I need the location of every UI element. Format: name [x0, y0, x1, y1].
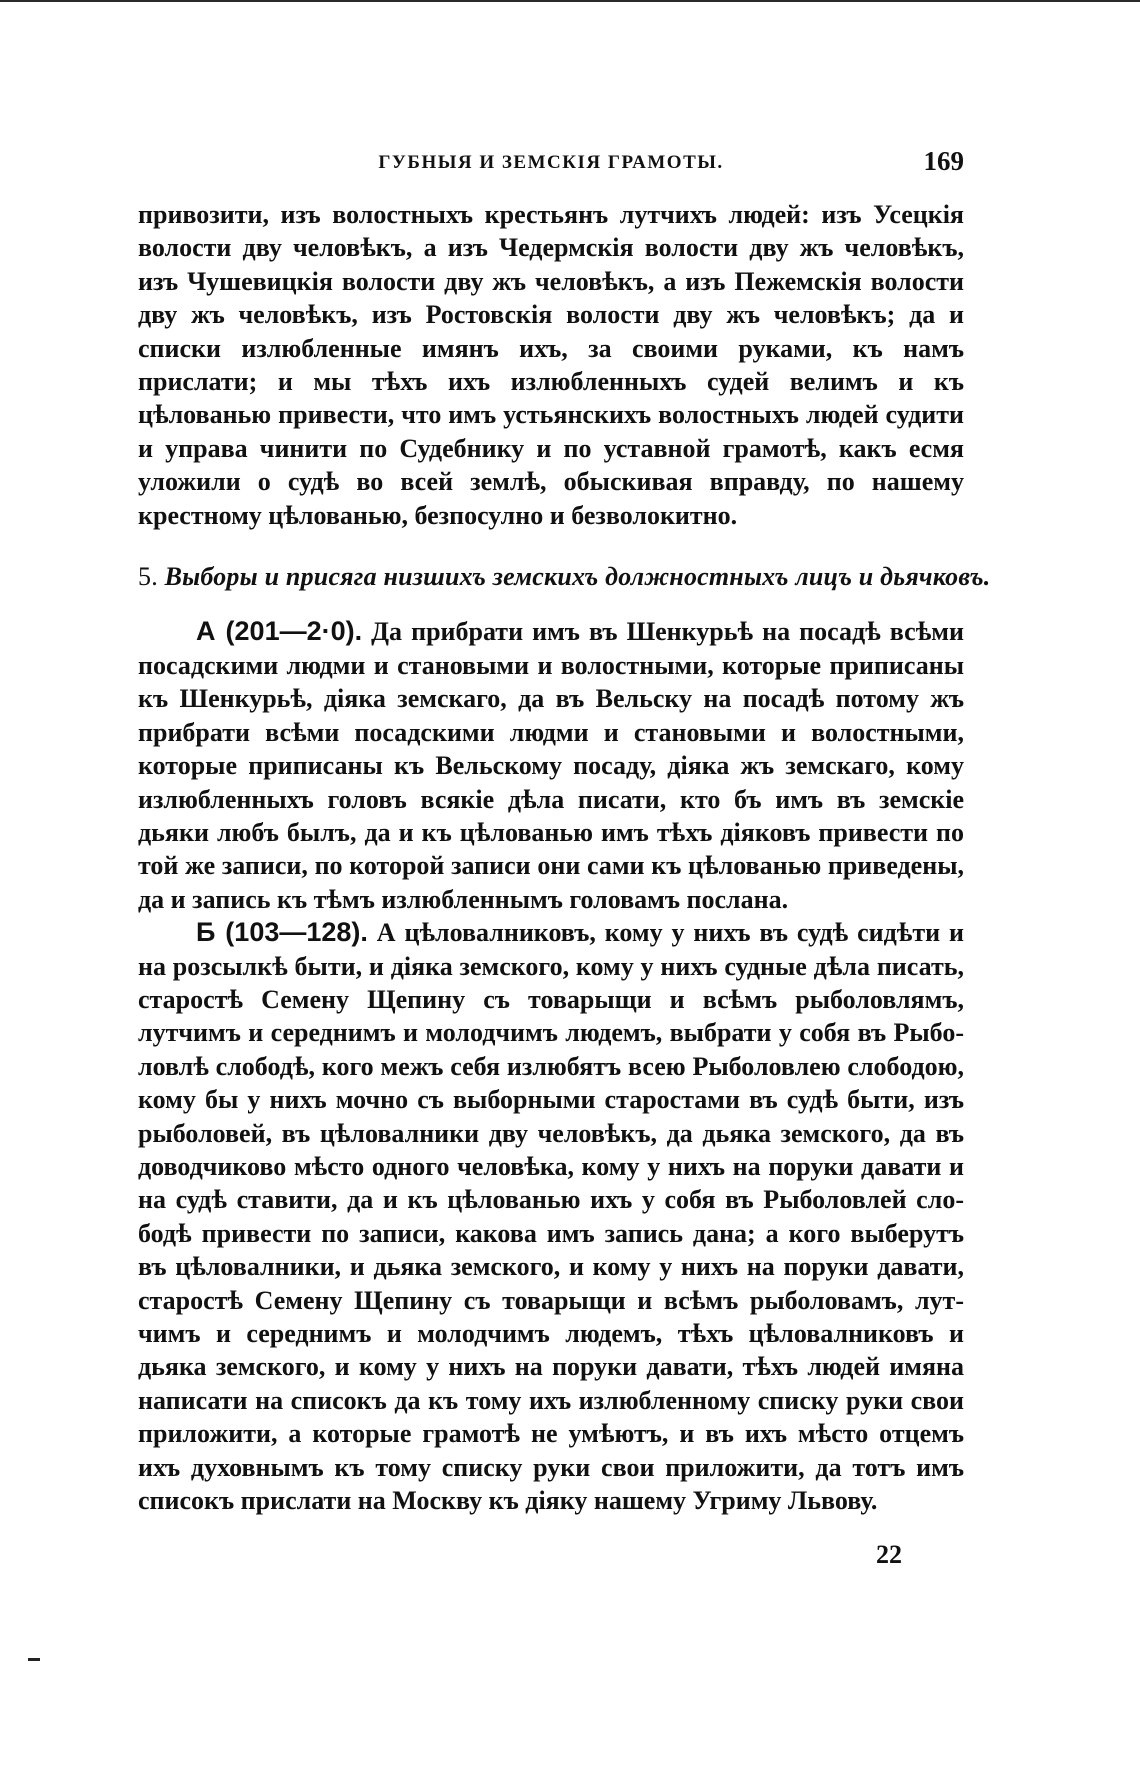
- paragraph-a-text: Да прибрати имъ въ Шенкурьѣ на посадѣ всѣми посадскими людми и становыми и волостными, которые приписаны къ Шенкурьѣ, діяка земскаго, да въ Вельску на посадѣ потому жъ прибрати всѣми посадскими людми и становыми и волостными, которые приписаны къ Вельскому посаду, діяка жъ земскаго, кому излюбленныхъ головъ всякіе дѣла писати, кто бъ имъ въ земскіе дьяки любъ былъ, да и къ цѣлованью имъ тѣхъ діяковъ привести по той же записи, по которой записи они сами къ цѣлованью приведены, да и запись къ тѣмъ излюбленнымъ головамъ послана.: [138, 617, 964, 914]
- running-head: [138, 146, 964, 182]
- section-number: 5.: [138, 562, 158, 592]
- scan-mark: [28, 1658, 40, 1661]
- paragraph-a-marker: А (201—2·0).: [196, 616, 363, 647]
- paragraph-b: [138, 916, 964, 1517]
- paragraph-b-marker: Б (103—128).: [196, 917, 368, 948]
- signature-mark: 22: [876, 1540, 902, 1569]
- running-title: ГУБНЫЯ И ЗЕМСКІЯ ГРАМОТЫ.: [378, 152, 724, 173]
- page-number: 169: [923, 146, 964, 176]
- section-heading: [138, 560, 991, 593]
- paragraph-b-text: А цѣловалниковъ, кому у нихъ въ судѣ сидѣти и на розсылкѣ быти, и діяка земского, кому у нихъ судные дѣла писать, старостѣ Семену Щепину съ товарыщи и всѣмъ рыболовлямъ, лутчимъ и середнимъ и молодчимъ людемъ, выбрати у собя въ Рыболовлѣ слободѣ, кого межъ себя излюбятъ всею Рыболовлею слободою, кому бы у нихъ мочно съ выборными старостами въ судѣ быти, изъ рыболовей, въ цѣловалники дву человѣкъ, да дьяка земского, да въ доводчиково мѣсто одного человѣка, кому у нихъ на поруки давати и на судѣ ставити, да и къ цѣлованью ихъ у собя въ Рыболовлей слободѣ привести по записи, какова имъ запись дана; а кого выберутъ въ цѣловалники, и дьяка земского, и кому у нихъ на поруки давати, старостѣ Семену Щепину съ товарыщи и всѣмъ рыболовамъ, лутчимъ и середнимъ и молодчимъ людемъ, тѣхъ цѣловалниковъ и дьяка земского, и кому у нихъ на поруки давати, тѣхъ людей имяна написати на списокъ да къ тому ихъ излюбленному списку руки свои приложити, а которые грамотѣ не умѣютъ, и въ ихъ мѣсто отцемъ ихъ духовнымъ къ тому списку руки свои приложити, да тотъ имъ списокъ прислати на Москву къ діяку нашему Угриму Львову.: [138, 918, 964, 1516]
- section-title: Выборы и присяга низшихъ земскихъ должностныхъ лицъ и дьячковъ.: [164, 562, 991, 592]
- paragraph-a: [138, 615, 964, 916]
- top-scan-edge: [0, 0, 1140, 2]
- paragraph-continuation: привозити, изъ волостныхъ крестьянъ лутчихъ людей: изъ Усецкія волости дву человѣкъ, а изъ Чедермскія волости дву жъ человѣкъ, изъ Чушевицкія волости дву жъ человѣкъ, а изъ Пежемскія волости дву жъ человѣкъ, изъ Ростовскія волости дву жъ человѣкъ; да и списки излюбленные имянъ ихъ, за своими руками, къ намъ прислати; и мы тѣхъ ихъ излюбленныхъ судей велимъ и къ цѣлованью привести, что имъ устьянскихъ волостныхъ людей судити и управа чинити по Судебнику и по уставной грамотѣ, какъ есмя уложили о судѣ во всей землѣ, обыскивая вправду, по нашему крестному цѣлованью, безпосулно и безволокитно.: [138, 200, 964, 530]
- page-body: [138, 198, 991, 1517]
